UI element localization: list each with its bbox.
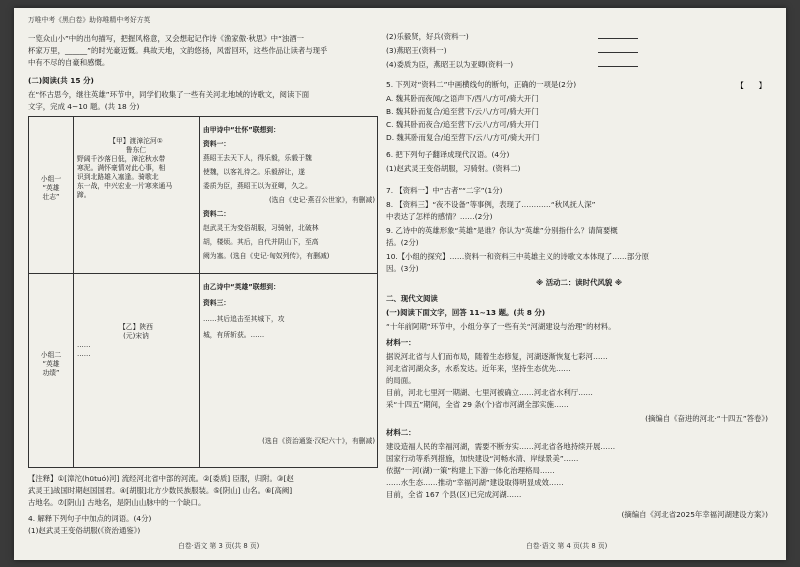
question-9-b: 括。(2分) bbox=[386, 238, 419, 247]
group-one-label: 小组一 “英雄 壮志” bbox=[40, 175, 62, 201]
material-one-line: 据说河北省与人们而布局，随着生态修复，河湖逐渐恢复七彩河…… bbox=[386, 352, 608, 361]
question-4: 4. 解释下列句子中加点的词语。(4分) bbox=[28, 514, 152, 523]
material-two-line: 目前，全省 167 个县(区)已完成河湖…… bbox=[386, 490, 522, 499]
section-heading: ※ 活动二：读时代风貌 ※ bbox=[535, 278, 623, 287]
poem-table bbox=[28, 116, 378, 468]
right-page bbox=[386, 8, 772, 560]
group-two-label: 小组二 “英雄 功绩” bbox=[40, 351, 62, 377]
material-one-two: 由甲诗中“壮怀”联想到： 资料一： 燕昭王去天下人，得乐毅，乐毅于魏 使魏，以客礼待之。乐毅辞让，遂 委质为臣，燕昭王以为亚卿，久之。 (选自《史记·燕召公世家》，有删减) 资料二： 赵武灵王为变俗胡服，习骑射，北破林 胡，楼烦。其后，自代并阴山下，至高 阙为塞。(选自《史记·匈奴列传》，有删减) bbox=[203, 126, 375, 260]
material-one-line: 采“十四五”期间，全省 29 条(个)省市河湖全部实施…… bbox=[386, 400, 569, 409]
question-4-1: (1)赵武灵王变俗胡服(《资治通鉴》) bbox=[28, 526, 141, 535]
left-page bbox=[28, 8, 380, 560]
intro-line: 中有不尽的自豪和感慨。 bbox=[28, 58, 110, 67]
question-5: 5. 下列对“资料二”中画横线句的断句，正确的一项是(2分) bbox=[386, 80, 577, 89]
notes-line: 【注释】①[漳沱(hūtuó)河] 流经河北省中部的河流。②[委质] 臣服，归附。③[赵 bbox=[28, 474, 294, 483]
material-one-title: 材料一： bbox=[386, 338, 416, 347]
material-one-line: 的局面。 bbox=[386, 376, 416, 385]
material-two-line: 国家行动等系列措施，加快建设“河畅水清、岸绿景美”…… bbox=[386, 454, 579, 463]
page-header: 万唯中考《黑白卷》助你唯精中考好方英 bbox=[28, 16, 151, 24]
option-b: B. 魏其卧而复合/追至营下/云八/方可/骑大开门 bbox=[386, 107, 539, 116]
exam-sheet bbox=[14, 8, 786, 560]
notes-line: 古地名。⑦[阴山] 古地名，是阴山山脉中的一个缺口。 bbox=[28, 498, 206, 507]
option-a: A. 魏其卧而夜闻/之语声下/西八/方可/骑大开门 bbox=[386, 94, 539, 103]
material-two-line: 依据“一河(湖)一策”构建上下游一体化治理格局…… bbox=[386, 466, 555, 475]
question-9: 9. 乙诗中的英雄形象“英雄”是谁？你认为“英雄”分别指什么？请简要概 bbox=[386, 226, 618, 235]
material-one-line: 河北省河湖众多，水系发达。近年来，坚持生态优先…… bbox=[386, 364, 571, 373]
material-two-line: ……水生态……推动“幸福河湖”建设取得明显成效…… bbox=[386, 478, 564, 487]
question-10: 10.【小组的探究】……资料一和资料三中英雄主义的诗歌文本体现了……部分原 bbox=[386, 252, 650, 261]
q4-item: (4)委质为臣，燕昭王以为亚卿(资料一) bbox=[386, 60, 514, 69]
question-6: 6. 把下列句子翻译成现代汉语。(4分) bbox=[386, 150, 510, 159]
material-two-line: 建设造福人民的幸福河湖，需要不断夯实……河北省各地持续开展…… bbox=[386, 442, 616, 451]
poem-yi: 【乙】陕西 (元)宋讷 …… …… bbox=[77, 323, 153, 358]
intro-line: 杯家万里，______”的时光豪迈慨。典故天地，文韵悠扬，风雷回环，这些作品让读者与现乎 bbox=[28, 46, 328, 55]
question-7: 7. 【资料一】中“古者”“二字”(1分) bbox=[386, 186, 503, 195]
material-two-source: (摘编自《河北省2025年幸福河湖建设方案》) bbox=[621, 510, 768, 519]
poem-jia: 【甲】渡漳沱河① 鲁东仁 野阔千沙落日低，漳沱秋水带 寒泥。满怀豪情对此心事，相 识到北路雄入塞逢。骑歌北 东一战，中兴宏业一片寒来通马 蹄。 bbox=[77, 137, 173, 199]
answer-blank[interactable] bbox=[598, 66, 638, 67]
intro-line: 一览众山小”中的出句描写，把握风格意，又会想起记作诗《渔家傲·秋思》中“浊酒一 bbox=[28, 34, 305, 43]
notes-line: 武灵王]战国时期赵国国君。④[胡服]北方少数民族服装。⑤[阴山] 山名。⑥[高阙] bbox=[28, 486, 293, 495]
part-one-intro: “十年前阿期”环节中，小组分享了一些有关“河湖建设与治理”的材料。 bbox=[386, 322, 616, 331]
question-6-1: (1)赵武灵王变俗胡服，习骑射。(资料二) bbox=[386, 164, 521, 173]
answer-blank[interactable] bbox=[598, 38, 638, 39]
material-one-source: (摘编自《奋进的河北·“十四五”答卷》) bbox=[645, 414, 768, 423]
reading-title: (二)阅读(共 15 分) bbox=[28, 76, 94, 85]
answer-blank[interactable] bbox=[598, 52, 638, 53]
q4-item: (2)乐毅贤，好兵(资料一) bbox=[386, 32, 469, 41]
reading-intro: 文字，完成 4~10 题。(共 18 分) bbox=[28, 102, 140, 111]
page-footer: 白卷·语文 第 4 页(共 8 页) bbox=[526, 542, 608, 550]
modern-reading-title: 二、现代文阅读 bbox=[386, 294, 438, 303]
reading-intro: 在“怀古思今，继往英雄”环节中，同学们收集了一些有关河北地域的诗歌文，阅读下面 bbox=[28, 90, 310, 99]
q4-item: (3)燕昭王(资料一) bbox=[386, 46, 447, 55]
page-footer: 白卷·语文 第 3 页(共 8 页) bbox=[178, 542, 260, 550]
answer-bracket[interactable]: 【 】 bbox=[736, 81, 766, 90]
question-8: 8. 【资料三】“夜不设备”等事例，表现了…………“秋风抚人深” bbox=[386, 200, 596, 209]
option-c: C. 魏其卧而夜合/追至营下/云八/方可/骑大开门 bbox=[386, 120, 539, 129]
part-one-title: (一)阅读下面文字，回答 11~13 题。(共 8 分) bbox=[386, 308, 546, 317]
question-8-b: 中表达了怎样的感情？……(2分) bbox=[386, 212, 493, 221]
question-10-b: 因。(3分) bbox=[386, 264, 419, 273]
material-one-line: 目前，河北七里河一期湖、七里河被确立……河北省水利厅…… bbox=[386, 388, 593, 397]
option-d: D. 魏其卧而复合/追至营下/云八/方可/骑大开门 bbox=[386, 133, 540, 142]
material-two-title: 材料二： bbox=[386, 428, 416, 437]
material-three: 由乙诗中“英雄”联想到： 资料三： ……其后追击至其城下，攻 城，有所斩获。…… (选自《资治通鉴·汉纪六十》，有删减) bbox=[203, 283, 375, 445]
